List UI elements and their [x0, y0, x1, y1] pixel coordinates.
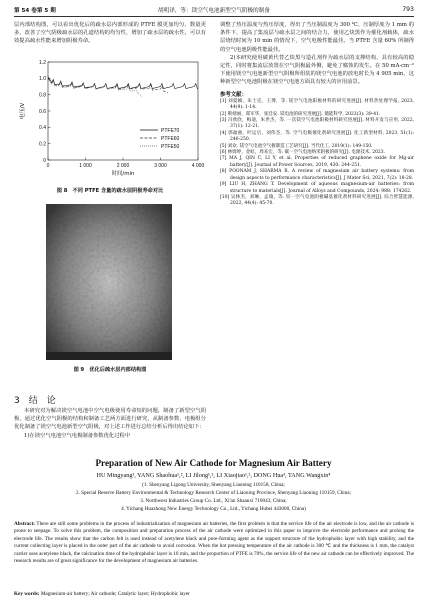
reference-item: [7] MA J, QIN C, LI Y, et al. Properties of reduced graphene oxide for Mg-air battery[J]. Journal of Power Sources, 2019, 430: 244-251. [220, 156, 414, 168]
reference-item: [3] 冯欣欣，梅迪，朱世杰，等. 一次镁空气电池阳极材料研究进展[J]. 材料开发与应用, 2022, 37(1): 12-21. [220, 118, 414, 130]
series-line-ptfe50 [48, 79, 142, 96]
reference-item: [2] 靳婧丽，郑军华，张廷安. 镁电池的研究进展[J]. 储能科学, 2023(3): 39-41. [220, 111, 381, 117]
legend-label: PTFE60 [161, 135, 180, 142]
english-abstract [14, 521, 414, 565]
y-tick-label: 1.0 [39, 76, 46, 83]
keywords-label: Key words: [14, 591, 40, 597]
reference-item: [4] 郭福曲，叶运启，刘伟杰，等. 空气电极催化剂研究进展[J]. 化工新型材料, 2023, 51(1): 246-250. [220, 130, 414, 143]
abstract-text: There are still some problems in the process of industrialization of magnesium air batteries, the first problem is that the service life of the air electrode is low, and the air cathode is prone to seepage. To solve this problem, the composition and preparation process of the air cathode were optimized in this paper to improve the electrode performance and prolong the electrode life. The results show that the carbon felt is used instead of acetylene black and pore-forming agent as the support structure of the hydrophobic layer with high stability, and the current collecting layer is placed in the outer part of the air cathode to avoid corrosion. When the hot pressing temperature of the air cathode is 300 ℃ and the thickness is 1 mm, the catalyst carrier uses acetylene black, the calcination time of the hydrophobic layer is 10 min, and the proportion of PTFE is 70%, the service life of the new air cathode can be effectively improved. The research results are of great significance for the development of magnesium air batteries. [14, 521, 414, 565]
reference-item: [6] 林姆婷，金虹，周来宏，等. 碳一空气电池纳米阴极的研究[J]. 电源技术, 2023. [220, 150, 386, 156]
affiliation-3: 3. Northwest Industries Group Co. Ltd., Xi'an Shaanxi 710043, China; [140, 498, 287, 504]
legend-label: PTFE50 [161, 143, 180, 150]
reference-list [220, 99, 414, 208]
y-axis-label: 电压/V [20, 102, 26, 120]
x-tick-label: 2 000 [116, 163, 130, 169]
affiliation-4: 4. Yichang Huazhong New Energy Technology Co., Ltd., Yichang Hubei 443000, China) [121, 506, 306, 512]
x-axis-label: 时间/min [111, 171, 135, 177]
reference-item: [1] 刘夏楠，朱士克，王博，等. 镁空气电池阳极材料的研究进展[J]. 材料热处理学报, 2023, 44(9): 1-14. [220, 98, 414, 111]
intro-paragraph: 层内部结构图，可以看出优化后的疏水层内部形成的 PTFE 膜更加均匀，数量更多，改善了空气阴极疏水层的孔道结构的均匀性，增加了疏水层的疏水性，可以有效提高疏水性能来增加阴极寿命。 [14, 22, 206, 45]
y-tick-label: 0.2 [39, 141, 46, 148]
y-tick-label: 0.6 [39, 108, 46, 115]
conclusion-item-2: 2)本研究使用碳黄代替乙炔黑与造孔剂作为疏水层的支撑结构，具有较高的稳定性，同时将集流层放置在空气阴极最外侧，避免了腐蚀的发生。在 50 mA·cm⁻² 下使用镁空气电池新型空气阴极所组装的镁空气电池的放电时长为 4 905 min，这种新型空气电池阴极在镁空气电池方面具有较大的应用前景。 [220, 54, 414, 86]
running-title: 胡明译，等：镁空气电池新型空气阴极的制备 [158, 8, 270, 14]
affiliation-1: (1. Shenyang Ligong University, Shenyang Liaoning 110158, China; [142, 482, 285, 488]
references-heading: 参考文献： [220, 91, 247, 98]
x-tick-label: 3 000 [154, 163, 167, 169]
english-authors: HU Mingyang¹, YANG Shaohua¹,², LI Jilong¹,², LI Xiaojiao¹,², DONG Hua³, TANG Wangxin⁴ [96, 472, 331, 479]
right-column [220, 21, 414, 208]
affiliation-2: 2. Special Reserve Battery Environmental & Technology Research Center of Liaoning Province, Shenyang Liaoning 110159, China; [75, 490, 352, 496]
fig9-caption: 图 9 优化后疏水层内部结构图 [73, 367, 147, 373]
x-tick-label: 1 000 [79, 163, 92, 169]
reference-item: [10] 吴林杰，刘琳，孟瑜，等. 锌一空气电池阴极碱基催化剂材料研究进展[J]. 综合智慧能源, 2022, 44(4): 45-70. [220, 194, 414, 207]
volume-issue: 第 54 卷第 5 期 [14, 8, 56, 14]
running-header [14, 6, 414, 16]
keywords-text: Magnesium-air battery; Air cathode; Catalytic layer; Hydrophobic layer [40, 591, 190, 597]
english-keywords [14, 591, 414, 597]
lifetime-chart [14, 56, 210, 186]
conclusion-item-1-cont: 调整了热压温度与热压厚度，得出了当压制温度为 300 ℃、压制厚度为 1 mm 的条件下，提高了集流层与疏水层之间的结合力，使用乙炔黑作为催化剂载体，疏水层烧结时间为 10 min 的情况下，空气电极性能最佳。当 PTFE 含量 60% 所制得的空气电池阴极性能最佳。 [220, 22, 414, 53]
reference-item: [9] LIU H, ZHANG T. Development of aqueous magnesium-air batteries: from structure to materials[J]. Journal of Alloys and Compounds, 2024: 988: 174262. [220, 182, 414, 194]
english-title: Preparation of New Air Cathode for Magnesium Air Battery [95, 458, 332, 468]
y-tick-label: 1.2 [39, 59, 46, 66]
y-tick-label: 0.4 [39, 125, 46, 132]
section-heading: 3 结 论 [14, 396, 56, 406]
left-intro [14, 21, 206, 46]
conclusion-block [14, 407, 206, 440]
fig8-caption: 图 8 不同 PTFE 含量的疏水层阴极寿命对比 [56, 188, 164, 194]
x-tick-label: 0 [46, 163, 50, 169]
conclusion-item-1: 1)在镁空气电池空气电极制备参数优化过程中 [24, 432, 131, 439]
legend-label: PTFE70 [161, 127, 180, 134]
header-rule [14, 16, 414, 17]
page-number: 793 [402, 6, 414, 13]
reference-item: [8] POONAM J, SHARMA R. A review of magnesium air battery systems: from design aspects to performance characteristics[J]. J Mater Sci, 2021, 7(2): 18-28. [220, 169, 414, 181]
conclusion-paragraph: 本研究对为解决镁空气电池中空气电极使用寿命短的问题，制备了新型空气阴极，通过优化空气阴极的结构和制备工艺两方面进行研究，从制备参数、电极组分优化制备了镁空气电池新型空气阴极，对上述工作进行总结分析后得出结论如下： [14, 408, 206, 431]
x-tick-label: 4 000 [191, 163, 205, 169]
sem-image [46, 204, 172, 360]
y-tick-label: 0 [43, 157, 46, 164]
reference-item: [5] 刘欢. 镁空气电池空气极制造工艺研究[J]. 当代化工, 2019(1): 149-150. [220, 143, 373, 149]
abstract-label: Abstract: [14, 521, 36, 527]
y-tick-label: 0.8 [39, 92, 46, 99]
